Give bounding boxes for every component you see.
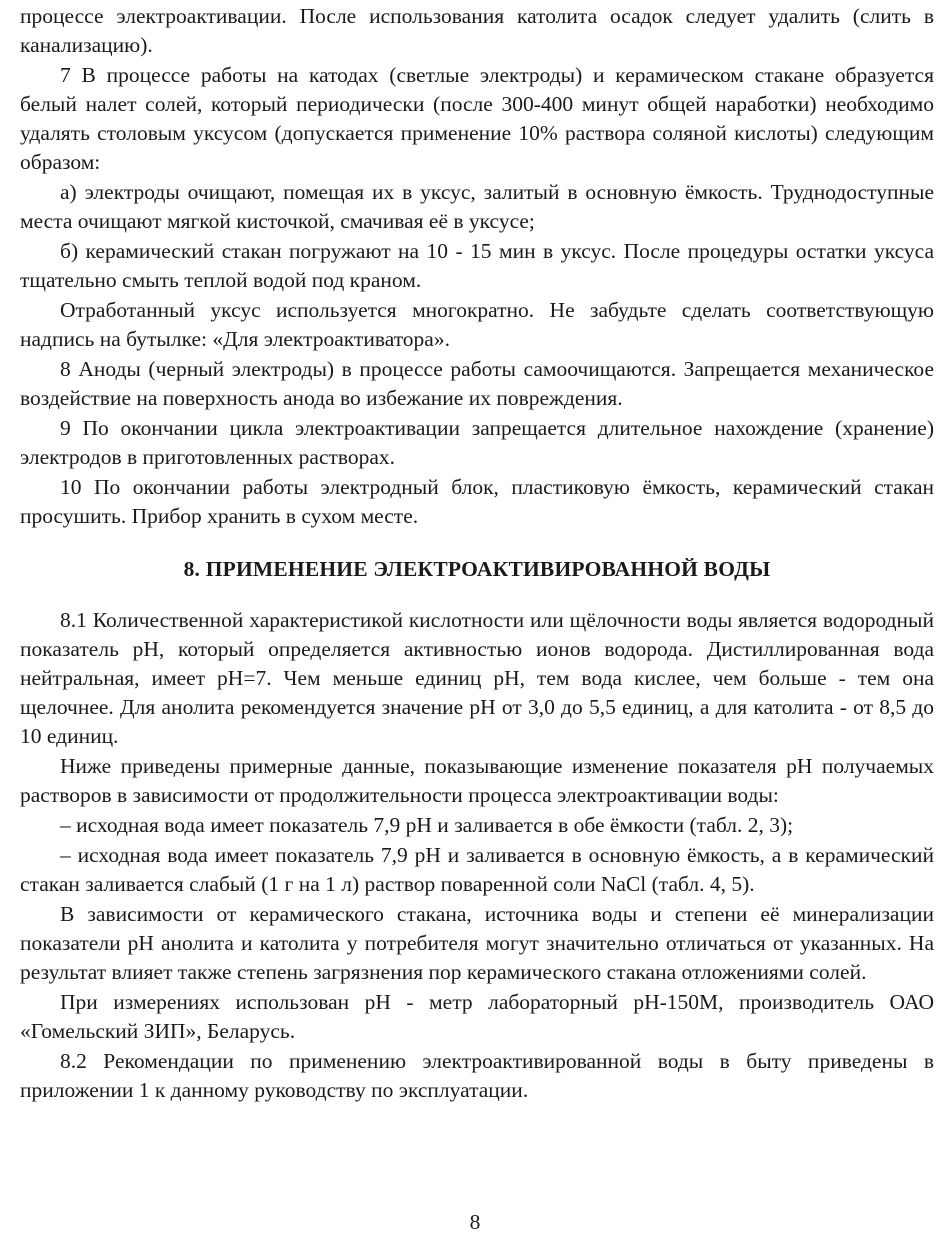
item-8-paragraph: 8 Аноды (черный электроды) в процессе работы самоочищаются. Запрещается механическое воздействие на поверхность анода во избежание их повреждения.	[20, 357, 934, 410]
item-7-paragraph: 7 В процессе работы на катодах (светлые электроды) и керамическом стакане образуется белый налет солей, который периодически (после 300-400 минут общей наработки) необходимо удалять столовым уксусом (допускается применение 10% раствора соляной кислоты) следующим образом:	[20, 63, 934, 174]
data-intro-paragraph: Ниже приведены примерные данные, показывающие изменение показателя pH получаемых растворов в зависимости от продолжительности процесса электроактивации воды:	[20, 754, 934, 807]
intro-continuation-paragraph: процессе электроактивации. После использования католита осадок следует удалить (слить в канализацию).	[20, 4, 934, 57]
item-7a-paragraph: а) электроды очищают, помещая их в уксус, залитый в основную ёмкость. Труднодоступные места очищают мягкой кисточкой, смачивая её в уксусе;	[20, 180, 934, 233]
list-item-both-containers: – исходная вода имеет показатель 7,9 pH и заливается в обе ёмкости (табл. 2, 3);	[60, 813, 794, 837]
section8-body	[20, 606, 934, 1105]
variation-paragraph: В зависимости от керамического стакана, источника воды и степени её минерализации показатели pH анолита и католита у потребителя могут значительно отличаться от указанных. На результат влияет также степень загрязнения пор керамического стакана отложениями солей.	[20, 902, 934, 984]
measurement-paragraph: При измерениях использован pH - метр лабораторный pH-150M, производитель ОАО «Гомельский ЗИП», Беларусь.	[20, 990, 934, 1043]
document-page	[20, 2, 934, 1106]
item-9-paragraph: 9 По окончании цикла электроактивации запрещается длительное нахождение (хранение) электродов в приготовленных растворах.	[20, 416, 934, 469]
section-heading: 8. ПРИМЕНЕНИЕ ЭЛЕКТРОАКТИВИРОВАННОЙ ВОДЫ	[183, 557, 771, 581]
paragraph-8-1: 8.1 Количественной характеристикой кислотности или щёлочности воды является водородный показатель pH, который определяется активностью ионов водорода. Дистиллированная вода нейтральная, имеет pH=7. Чем меньше единиц pH, тем вода кислее, чем больше - тем она щелочнее. Для анолита рекомендуется значение pH от 3,0 до 5,5 единиц, а для католита - от 8,5 до 10 единиц.	[20, 608, 934, 748]
section7-list	[20, 61, 934, 531]
used-vinegar-paragraph: Отработанный уксус используется многократно. Не забудьте сделать соответствующую надпись на бутылке: «Для электроактиватора».	[20, 298, 934, 351]
item-10-paragraph: 10 По окончании работы электродный блок, пластиковую ёмкость, керамический стакан просушить. Прибор хранить в сухом месте.	[20, 475, 934, 528]
paragraph-8-2: 8.2 Рекомендации по применению электроактивированной воды в быту приведены в приложении 1 к данному руководству по эксплуатации.	[20, 1049, 934, 1102]
list-item-salt-solution: – исходная вода имеет показатель 7,9 pH и заливается в основную ёмкость, а в керамический стакан заливается слабый (1 г на 1 л) раствор поваренной соли NaCl (табл. 4, 5).	[20, 843, 934, 896]
item-7b-paragraph: б) керамический стакан погружают на 10 - 15 мин в уксус. После процедуры остатки уксуса тщательно смыть теплой водой под краном.	[20, 239, 934, 292]
page-number: 8	[469, 1210, 481, 1234]
